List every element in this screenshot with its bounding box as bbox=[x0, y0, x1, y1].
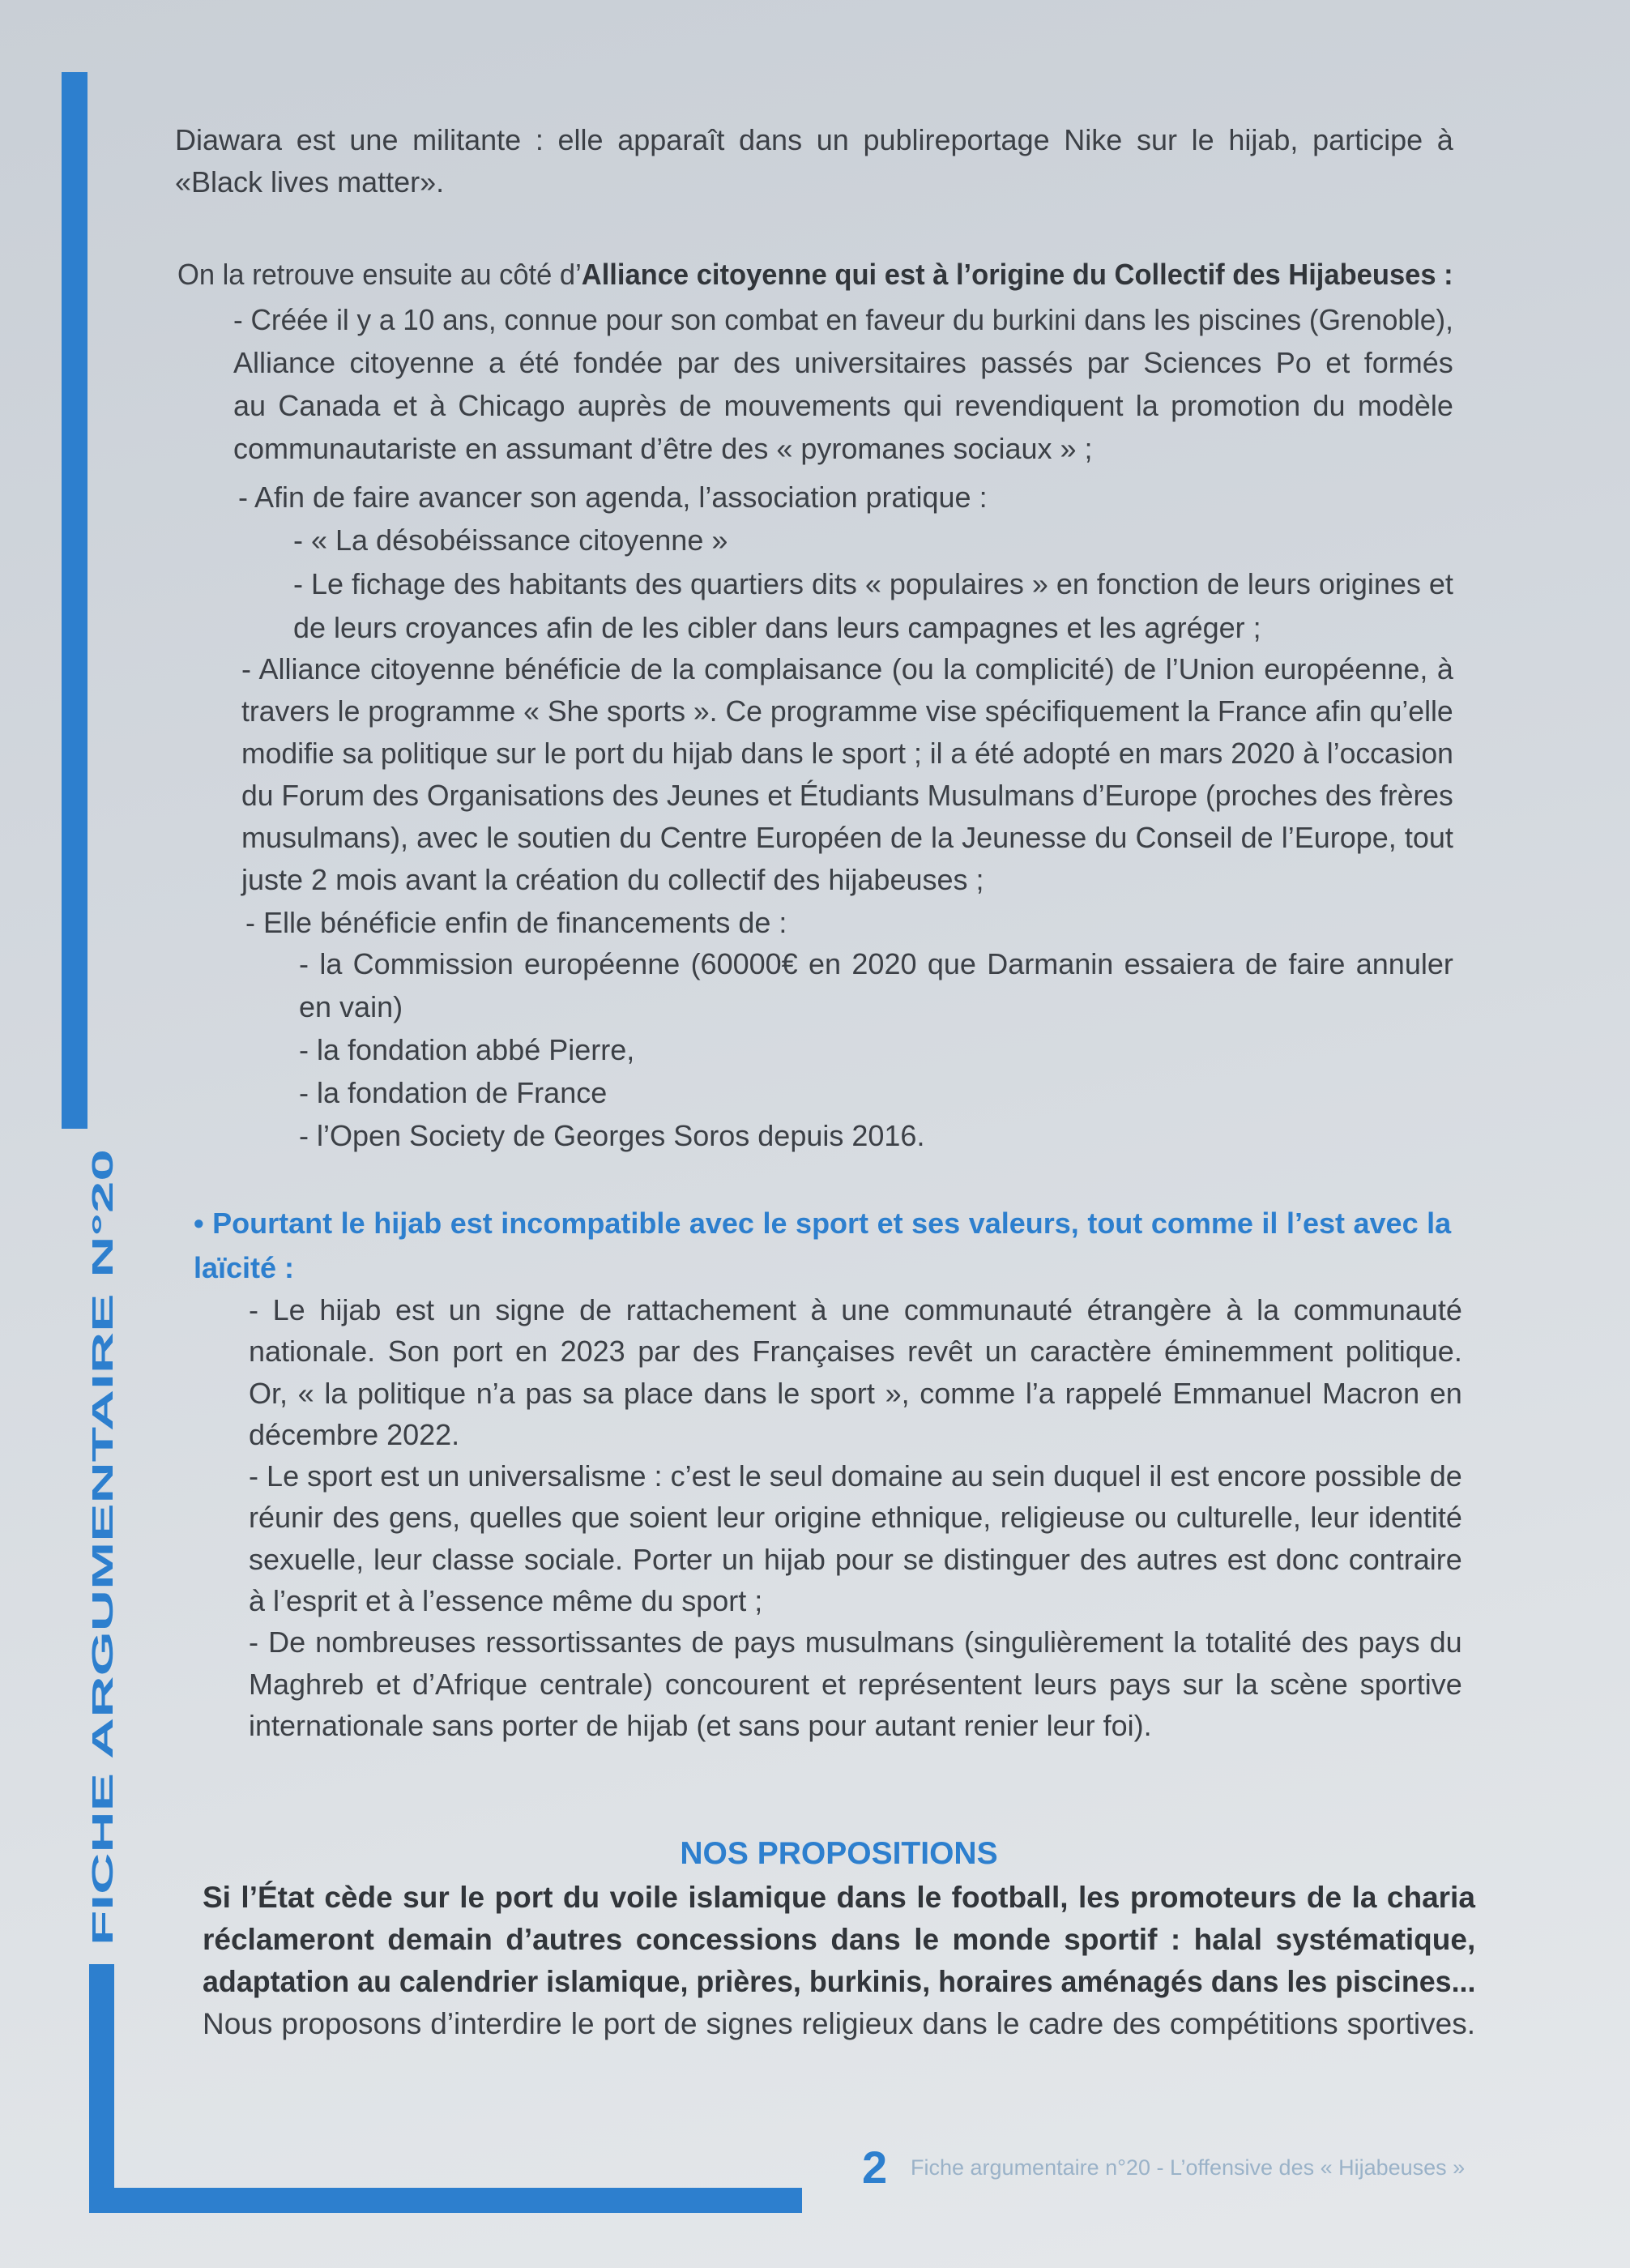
text-line: musulmans), avec le soutien du Centre Européen de la Jeunesse du Conseil de l’Europe, tout bbox=[241, 821, 1453, 854]
text-line: - l’Open Society de Georges Soros depuis 2016. bbox=[299, 1119, 925, 1152]
alliance-intro-bold: Alliance citoyenne qui est à l’origine du Collectif des Hijabeuses : bbox=[581, 258, 1453, 291]
funding-intro bbox=[245, 902, 1453, 944]
eu-support-item bbox=[241, 648, 1453, 901]
text-line: au Canada et à Chicago auprès de mouvements qui revendiquent la promotion du modèle bbox=[233, 389, 1453, 422]
text-line: travers le programme « She sports ». Ce programme vise spécifiquement la France afin qu’elle bbox=[241, 694, 1453, 728]
agenda-item bbox=[238, 476, 1453, 519]
bottom-bar bbox=[89, 2188, 802, 2213]
practices-list bbox=[293, 519, 1453, 650]
text-line: Alliance citoyenne a été fondée par des universitaires passés par Sciences Po et formés bbox=[233, 346, 1453, 379]
text-line: - la fondation abbé Pierre, bbox=[299, 1033, 635, 1066]
text-line: - De nombreuses ressortissantes de pays musulmans (singulièrement la totalité des pays du bbox=[249, 1625, 1462, 1659]
text-line: réunir des gens, quelles que soient leur origine ethnique, religieuse ou culturelle, leur identité bbox=[249, 1501, 1462, 1535]
propositions-text bbox=[203, 1877, 1475, 2045]
text-line: réclameront demain d’autres concessions dans le monde sportif : halal systématique, bbox=[203, 1923, 1476, 1956]
intro-paragraph bbox=[175, 119, 1453, 203]
text-line: - la Commission européenne (60000€ en 2020 que Darmanin essaiera de faire annuler bbox=[299, 947, 1453, 980]
footer-title: Fiche argumentaire n°20 - L’offensive des « Hijabeuses » bbox=[911, 2155, 1466, 2180]
funders-list bbox=[299, 942, 1453, 1157]
text-line: Si l’État cède sur le port du voile islamique dans le football, les promoteurs de la charia bbox=[203, 1881, 1475, 1914]
page-number: 2 bbox=[862, 2142, 888, 2193]
side-label: FICHE ARGUMENTAIRE N°20 bbox=[86, 1149, 119, 1946]
text-line: nationale. Son port en 2023 par des Françaises revêt un caractère éminemment politique. bbox=[249, 1335, 1462, 1369]
text-line: à l’esprit et à l’essence même du sport ; bbox=[249, 1584, 763, 1618]
footer-title-wrapper bbox=[911, 2151, 1483, 2184]
text-line bbox=[177, 254, 1453, 296]
propositions-closing: Nous proposons d’interdire le port de signes religieux dans le cadre des compétitions sportives. bbox=[203, 2007, 1476, 2040]
alliance-intro bbox=[177, 254, 1453, 296]
text-line: du Forum des Organisations des Jeunes et Étudiants Musulmans d’Europe (proches des frères bbox=[241, 779, 1453, 812]
text-line: Maghreb et d’Afrique centrale) concourent et représentent leurs pays sur la scène sportive bbox=[249, 1667, 1462, 1701]
text-line: - Le hijab est un signe de rattachement à une communauté étrangère à la communauté bbox=[249, 1293, 1462, 1326]
text-line: - Créée il y a 10 ans, connue pour son combat en faveur du burkini dans les piscines (Grenoble), bbox=[233, 303, 1453, 336]
text-line: - Le sport est un universalisme : c’est le seul domaine au sein duquel il est encore possible de bbox=[249, 1459, 1462, 1493]
alliance-founded-item bbox=[233, 298, 1453, 470]
text-line: - Afin de faire avancer son agenda, l’association pratique : bbox=[238, 481, 988, 514]
text-line: - la fondation de France bbox=[299, 1076, 608, 1109]
text-line: - « La désobéissance citoyenne » bbox=[293, 523, 728, 557]
text-line: laïcité : bbox=[194, 1251, 295, 1284]
text-line: - Alliance citoyenne bénéficie de la complaisance (ou la complicité) de l’Union européenne, à bbox=[241, 652, 1453, 686]
argument-points bbox=[249, 1289, 1462, 1746]
propositions-heading bbox=[203, 1833, 1475, 1875]
text-line: juste 2 mois avant la création du collectif des hijabeuses ; bbox=[241, 863, 984, 896]
text-line: adaptation au calendrier islamique, prières, burkinis, horaires aménagés dans les piscines... bbox=[203, 1965, 1476, 1998]
text-line: sexuelle, leur classe sociale. Porter un hijab pour se distinguer des autres est donc contraire bbox=[249, 1542, 1462, 1576]
text-line: Or, « la politique n’a pas sa place dans le sport », comme l’a rappelé Emmanuel Macron en bbox=[249, 1376, 1462, 1410]
text-line: de leurs croyances afin de les cibler dans leurs campagnes et les agréger ; bbox=[293, 611, 1261, 644]
text-line: «Black lives matter». bbox=[175, 165, 445, 199]
argument-heading bbox=[194, 1201, 1451, 1290]
text-line: Diawara est une militante : elle apparaît dans un publireportage Nike sur le hijab, participe à bbox=[175, 123, 1453, 156]
text-line: communautariste en assumant d’être des « pyromanes sociaux » ; bbox=[233, 432, 1093, 465]
alliance-intro-prefix: On la retrouve ensuite au côté d’ bbox=[177, 258, 582, 291]
text-line: en vain) bbox=[299, 990, 403, 1023]
side-bar-bottom bbox=[89, 1964, 114, 2213]
text-line: - Le fichage des habitants des quartiers dits « populaires » en fonction de leurs origines et bbox=[293, 567, 1453, 600]
propositions-title: NOS PROPOSITIONS bbox=[680, 1836, 998, 1871]
side-label-wrapper bbox=[82, 1150, 143, 1946]
text-line: - Elle bénéficie enfin de financements de : bbox=[245, 906, 787, 939]
text-line: • Pourtant le hijab est incompatible avec le sport et ses valeurs, tout comme il l’est avec la bbox=[194, 1207, 1452, 1240]
text-line: internationale sans porter de hijab (et sans pour autant renier leur foi). bbox=[249, 1708, 1152, 1742]
text-line: décembre 2022. bbox=[249, 1417, 460, 1451]
text-line: modifie sa politique sur le port du hijab dans le sport ; il a été adopté en mars 2020 à l’occasion bbox=[241, 737, 1453, 770]
